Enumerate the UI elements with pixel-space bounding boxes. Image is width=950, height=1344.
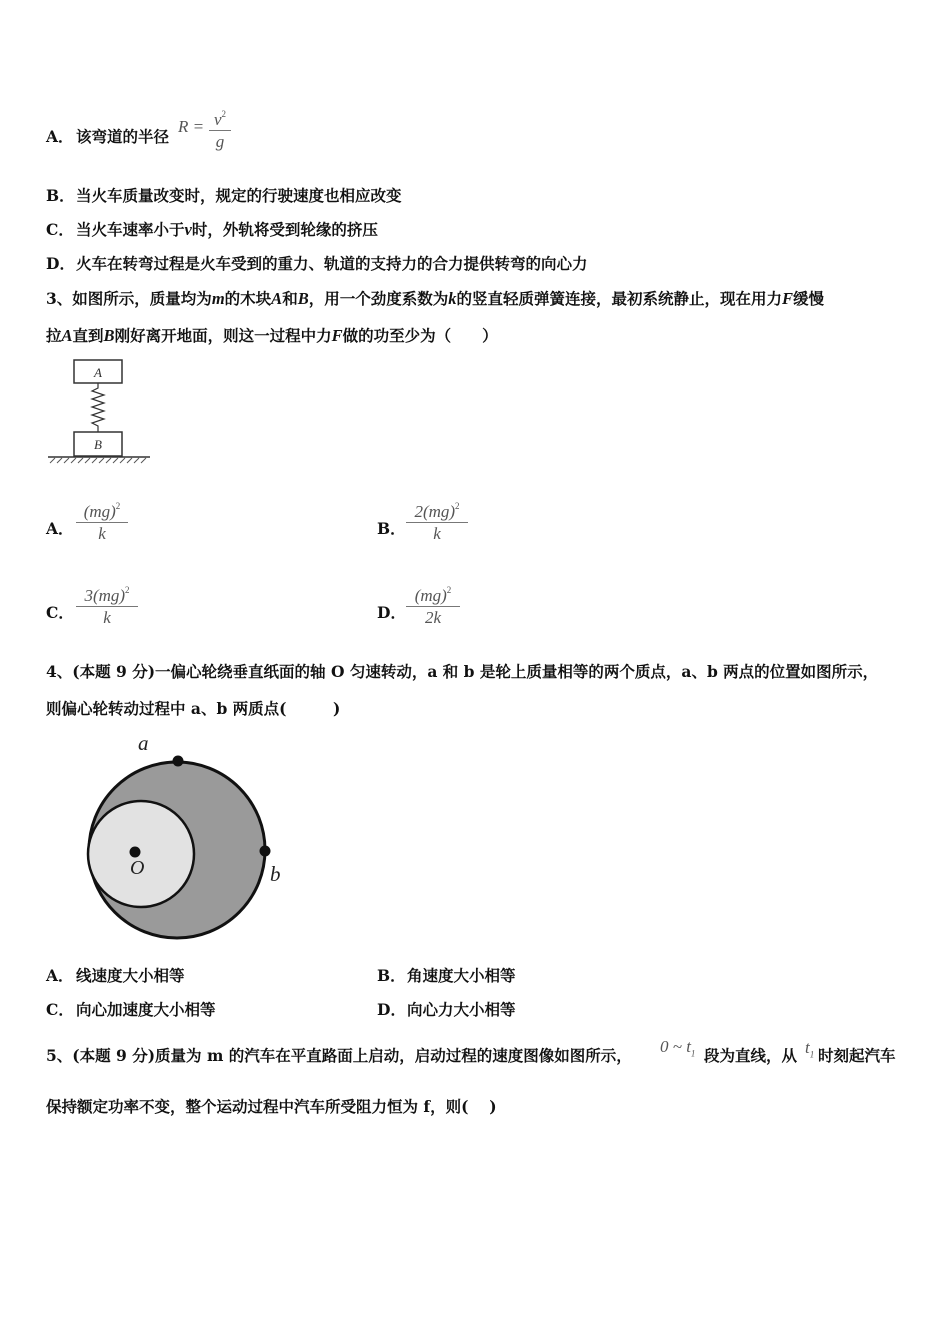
axis-o-point	[130, 847, 141, 858]
point-b	[260, 846, 271, 857]
point-a	[173, 756, 184, 767]
q4-stem-line2: 则偏心轮转动过程中 a、b 两质点( )	[46, 699, 341, 718]
q5-stem-line1: 5、(本题 9 分)质量为 m 的汽车在平直路面上启动，启动过程的速度图像如图所示，	[46, 1046, 632, 1065]
q2-option-a: A． 该弯道的半径	[46, 127, 170, 146]
q3-option-a-label: A．	[46, 519, 74, 538]
eccentric-wheel-figure	[80, 728, 300, 944]
wheel-inner	[88, 801, 194, 907]
q4-stem-line1: 4、(本题 9 分)一偏心轮绕垂直纸面的轴 O 匀速转动，a 和 b 是轮上质量相等的两个质点，a、b 两点的位置如图所示，	[46, 662, 879, 681]
q2-formula-lhs: R =	[178, 117, 205, 136]
q2-option-b: B．当火车质量改变时，规定的行驶速度也相应改变	[46, 186, 402, 205]
block-a-label: A	[94, 365, 102, 380]
spring	[92, 383, 104, 432]
q5-stem-line1-mid: 段为直线，从	[704, 1046, 798, 1065]
q5-t1-symbol: $t_1$	[805, 1038, 815, 1060]
block-b-label: B	[94, 437, 102, 452]
q2-formula-fraction: $\frac{v^2}{g}$	[209, 104, 231, 153]
spring-blocks-figure	[46, 358, 154, 466]
q5-stem-line1-end: 时刻起汽车	[818, 1046, 896, 1065]
q4-option-b: B．角速度大小相等	[377, 966, 516, 985]
q3-stem-line1: 3、如图所示，质量均为m的木块A和B，用一个劲度系数为k的竖直轻质弹簧连接，最初系统静止，现在用力F缓慢	[46, 289, 825, 308]
q3-option-b-label: B．	[377, 519, 406, 538]
q3-option-d-label: D．	[377, 603, 406, 622]
point-b-label: b	[270, 862, 281, 886]
q5-interval-formula: 0 ~ $t_1$	[660, 1037, 696, 1059]
q3-option-c-label: C．	[46, 603, 74, 622]
q3-stem-line2: 拉A直到B刚好离开地面，则这一过程中力F做的功至少为（ ）	[46, 326, 498, 345]
q2-option-c: C． 当火车速率小于v时，外轨将受到轮缘的挤压	[46, 220, 378, 239]
q3-option-c-formula: $\frac{3(mg)^2}{k}$	[76, 580, 138, 629]
q2-option-d: D．火车在转弯过程是火车受到的重力、轨道的支持力的合力提供转弯的向心力	[46, 254, 588, 273]
q3-option-d-formula: $\frac{(mg)^2}{2k}$	[406, 580, 460, 629]
q3-option-a-formula: $\frac{(mg)^2}{k}$	[76, 496, 128, 545]
ground-hatch	[50, 458, 146, 463]
q4-option-c: C． 向心加速度大小相等	[46, 1000, 216, 1019]
q4-option-a: A． 线速度大小相等	[46, 966, 185, 985]
point-a-label: a	[138, 731, 149, 755]
q3-option-b-formula: $\frac{2(mg)^2}{k}$	[406, 496, 468, 545]
axis-o-label: O	[130, 857, 145, 879]
q5-stem-line2: 保持额定功率不变，整个运动过程中汽车所受阻力恒为 f，则( )	[46, 1097, 497, 1116]
q4-option-d: D．向心力大小相等	[377, 1000, 516, 1019]
